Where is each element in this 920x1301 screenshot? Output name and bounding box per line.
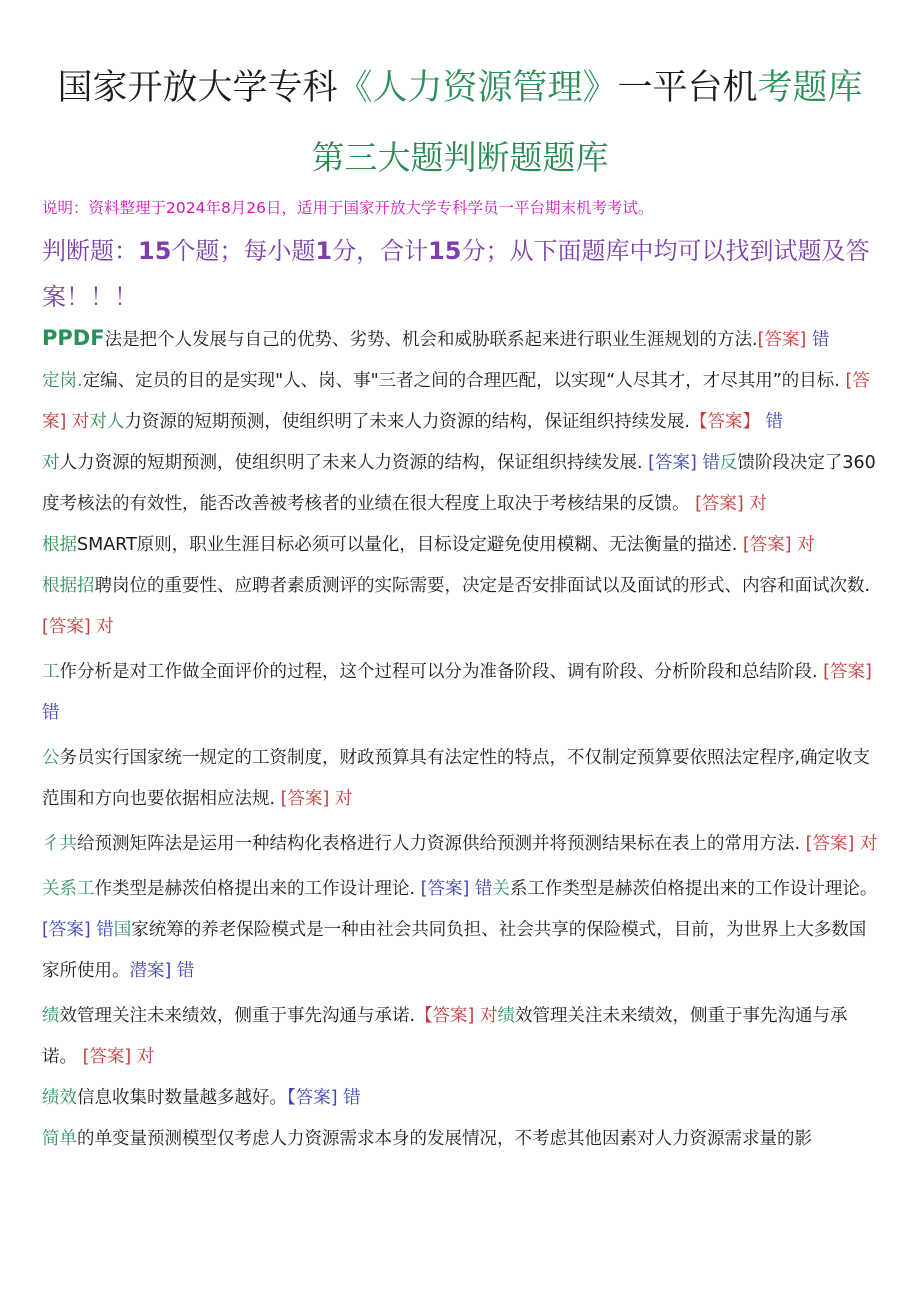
title-part: 一平台机	[617, 68, 758, 108]
question-item: 简单的单变量预测模型仅考虑人力资源需求本身的发展情况，不考虑其他因素对人力资源需求量的影	[42, 1129, 812, 1149]
question-item: 工作分析是对工作做全面评价的过程，这个过程可以分为准备阶段、调有阶段、分析阶段和总结阶段. [答案] 错	[42, 662, 872, 723]
page-title	[0, 60, 920, 110]
question-list	[42, 318, 882, 1160]
note-text: 说明：资料整理于2024年8月26日，适用于国家开放大学专科学员一平台期末机考考试。	[42, 199, 654, 217]
question-item: 公务员实行国家统一规定的工资制度，财政预算具有法定性的特点，不仅制定预算要依照法定程序,确定收支范围和方向也要依据相应法规. [答案] 对	[42, 748, 871, 809]
question-item: 根据SMART原则，职业生涯目标必须可以量化，目标设定避免使用模糊、无法衡量的描述. [答案] 对	[42, 535, 815, 555]
title-part: 国家开放大学专科	[57, 68, 338, 108]
title-suffix: 考题库	[757, 68, 863, 108]
question-item: 绩效管理关注未来绩效，侧重于事先沟通与承诺.【答案] 对绩效管理关注未来绩效，侧重于事先沟通与承诺。 [答案] 对	[42, 1006, 848, 1067]
question-item: 对人力资源的短期预测，使组织明了未来人力资源的结构，保证组织持续发展. [答案] 错反馈阶段决定了360度考核法的有效性，能否改善被考核者的业绩在很大程度上取决于考核结果的反馈。 [答案] 对	[42, 453, 876, 514]
question-item: 绩效信息收集时数量越多越好。【答案] 错	[42, 1088, 361, 1108]
intro-text: 判断题：15个题；每小题1分，合计15分；从下面题库中均可以找到试题及答案！！！	[42, 237, 870, 311]
title-course: 《人力资源管理》	[337, 68, 618, 108]
question-item: PPDF法是把个人发展与自己的优势、劣势、机会和威胁联系起来进行职业生涯规划的方法.[答案] 错	[42, 326, 830, 350]
question-item: 彳共给预测矩阵法是运用一种结构化表格进行人力资源供给预测并将预测结果标在表上的常用方法. [答案] 对	[42, 834, 878, 854]
section-title: 第三大题判断题题库	[311, 138, 609, 177]
question-item: 根据招聘岗位的重要性、应聘者素质测评的实际需要，决定是否安排面试以及面试的形式、内容和面试次数. [答案] 对	[42, 576, 871, 637]
question-item: 关系工作类型是赫茨伯格提出来的工作设计理论. [答案] 错关系工作类型是赫茨伯格提出来的工作设计理论。 [答案] 错国家统筹的养老保险模式是一种由社会共同负担、社会共享的保险模式，目前，为世界上大多数国家所使用。潜案] 错	[42, 879, 878, 981]
question-item: 定岗.定编、定员的目的是实现"人、岗、事"三者之间的合理匹配，以实现“人尽其才，才尽其用”的目标. [答案] 对对人力资源的短期预测，使组织明了未来人力资源的结构，保证组织持续发展.【答案】 错	[42, 371, 870, 432]
